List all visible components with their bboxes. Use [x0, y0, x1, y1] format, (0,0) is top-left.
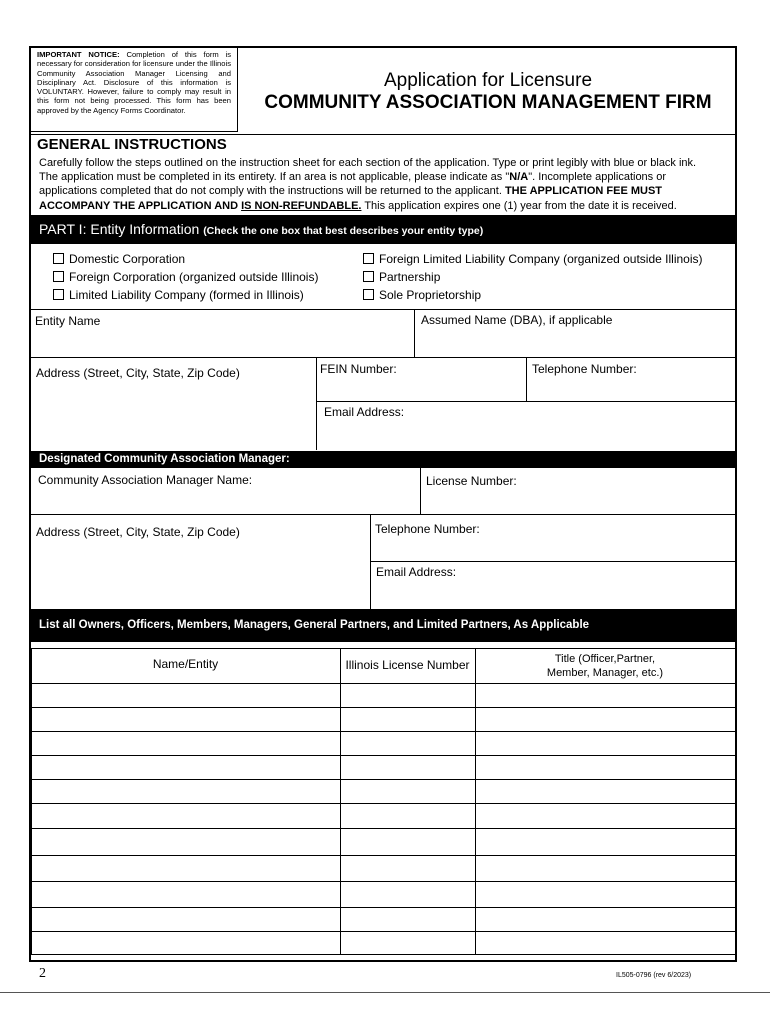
option-partnership[interactable]: [363, 268, 703, 286]
option-label: Limited Liability Company (formed in Illinois): [69, 288, 304, 302]
notice-text: Completion of this form is necessary for consideration for licensure under the Illinois Community Association Manager Licensing and Disciplinary Act. Disclosure of this information is VOLUNTARY. However, failure to comply may result in this form not being processed. This form has been approved by the Agency Forms Coordinator.: [37, 50, 231, 115]
column-header-title-line2: Member, Manager, etc.): [546, 667, 664, 679]
form-subtitle: COMMUNITY ASSOCIATION MANAGEMENT FIRM: [264, 92, 712, 113]
table-row: [31, 755, 737, 756]
manager-telephone-label: Telephone Number:: [375, 522, 480, 536]
divider: [414, 309, 415, 357]
option-sole-proprietorship[interactable]: [363, 286, 703, 304]
gi-line-3: applications completed that do not comply with the instructions will be returned to the applicant.: [39, 185, 505, 198]
manager-name-label: Community Association Manager Name:: [38, 473, 253, 487]
form-title: Application for Licensure: [383, 70, 593, 91]
checkbox[interactable]: [363, 271, 374, 282]
option-domestic-corporation[interactable]: [53, 250, 318, 268]
column-header-title: [475, 652, 735, 680]
table-row: [31, 954, 737, 955]
divider: [31, 309, 737, 310]
checkbox[interactable]: [53, 271, 64, 282]
manager-header: Designated Community Association Manager:: [31, 451, 737, 468]
column-header-name: Name/Entity: [152, 657, 219, 671]
table-row: [31, 881, 737, 882]
checkbox[interactable]: [53, 289, 64, 300]
manager-email-label: Email Address:: [376, 565, 457, 579]
divider: [526, 357, 527, 401]
option-foreign-corporation[interactable]: [53, 268, 318, 286]
entity-type-right: [363, 250, 703, 304]
table-border: [31, 648, 737, 649]
option-label: Foreign Limited Liability Company (organized outside Illinois): [379, 252, 703, 266]
divider: [316, 357, 317, 450]
divider: [31, 514, 737, 515]
assumed-name-label: Assumed Name (DBA), if applicable: [421, 313, 613, 327]
option-foreign-llc[interactable]: [363, 250, 703, 268]
option-label: Domestic Corporation: [69, 252, 186, 266]
manager-license-label: License Number:: [426, 474, 517, 488]
entity-email-label: Email Address:: [324, 405, 405, 419]
divider: [420, 468, 421, 514]
table-row: [31, 683, 737, 684]
table-border: [31, 648, 32, 954]
table-row: [31, 779, 737, 780]
important-notice: [31, 48, 238, 132]
gi-line-1: Carefully follow the steps outlined on the instruction sheet for each section of the application. Type or print legibly with blue or black ink.: [39, 157, 697, 169]
table-row: [31, 907, 737, 908]
table-border: [475, 648, 476, 954]
column-header-title-line1: Title (Officer,Partner,: [554, 653, 656, 665]
option-label: Partnership: [379, 270, 441, 284]
option-llc[interactable]: [53, 286, 318, 304]
gi-line-2: The application must be completed in its entirety. If an area is not applicable, please indicate as ": [39, 171, 510, 184]
page-edge: [0, 992, 770, 993]
gi-fee-notice-2: ACCOMPANY THE APPLICATION AND: [39, 199, 242, 212]
table-row: [31, 731, 737, 732]
page-number: 2: [39, 966, 46, 981]
notice-label: IMPORTANT NOTICE:: [37, 50, 120, 59]
table-border: [735, 648, 736, 954]
gi-fee-notice: THE APPLICATION FEE MUST: [504, 185, 662, 198]
table-row: [31, 931, 737, 932]
gi-line-2-end: ". Incomplete applications or: [528, 171, 667, 184]
general-instructions-heading: GENERAL INSTRUCTIONS: [37, 136, 227, 153]
part1-title: PART I: Entity Information: [39, 221, 204, 237]
gi-expires: This application expires one (1) year from the date it is received.: [361, 199, 677, 212]
table-row: [31, 855, 737, 856]
table-row: [31, 803, 737, 804]
entity-address-label: Address (Street, City, State, Zip Code): [36, 366, 240, 380]
gi-non-refundable: IS NON-REFUNDABLE.: [241, 199, 362, 212]
divider: [31, 357, 737, 358]
part1-subtitle: (Check the one box that best describes your entity type): [203, 225, 484, 237]
table-border: [340, 648, 341, 954]
general-instructions-body: [39, 156, 739, 213]
part1-header: [31, 215, 737, 244]
gi-na: N/A: [509, 171, 529, 184]
checkbox[interactable]: [363, 289, 374, 300]
divider: [316, 401, 737, 402]
fein-label: FEIN Number:: [320, 362, 397, 376]
owners-header: List all Owners, Officers, Members, Managers, General Partners, and Limited Partners, As Applicable: [31, 609, 737, 642]
entity-type-left: [53, 250, 318, 304]
form-number: IL505-0796 (rev 6/2023): [616, 972, 692, 979]
entity-telephone-label: Telephone Number:: [532, 362, 637, 376]
divider: [31, 134, 737, 135]
table-row: [31, 828, 737, 829]
checkbox[interactable]: [53, 253, 64, 264]
option-label: Sole Proprietorship: [379, 288, 482, 302]
entity-name-label: Entity Name: [35, 314, 101, 328]
manager-address-label: Address (Street, City, State, Zip Code): [36, 525, 240, 539]
checkbox[interactable]: [363, 253, 374, 264]
divider: [370, 561, 737, 562]
option-label: Foreign Corporation (organized outside Illinois): [69, 270, 319, 284]
column-header-license: Illinois License Number: [345, 658, 470, 672]
table-row: [31, 707, 737, 708]
